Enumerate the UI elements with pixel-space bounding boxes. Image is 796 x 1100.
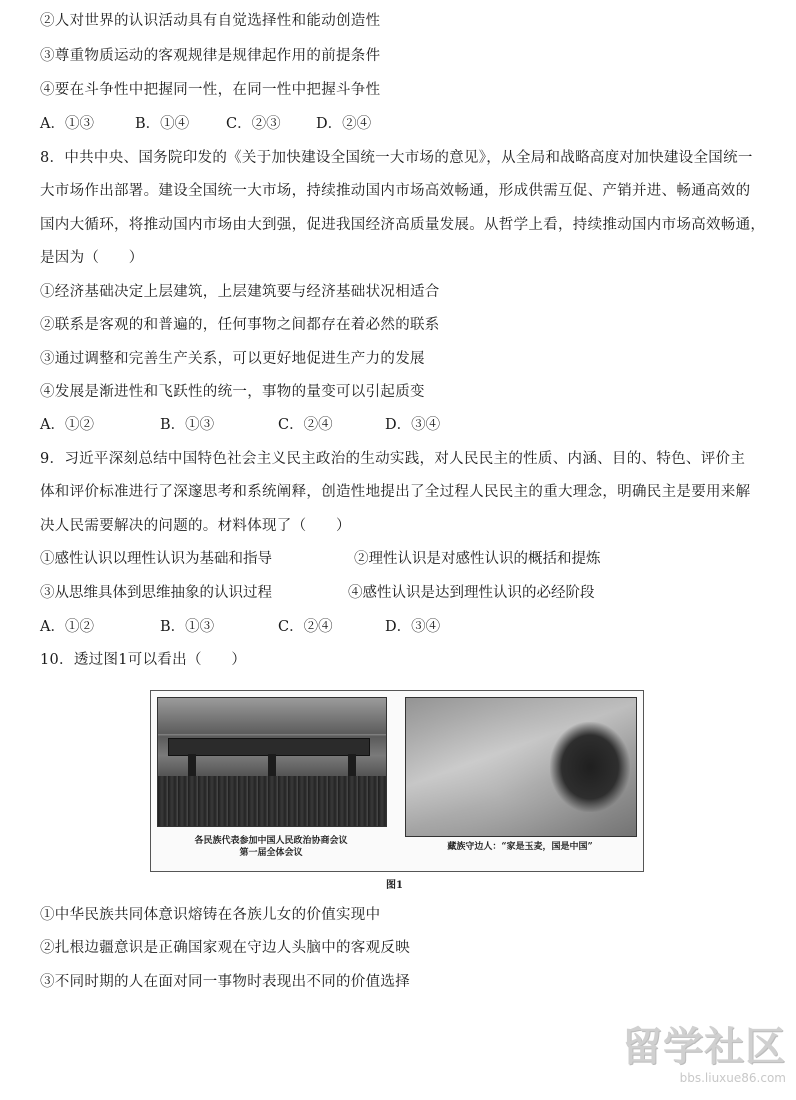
q8-stem-line-3: 国内大循环，将推动国内市场由大到强，促进我国经济高质量发展。从哲学上看，持续推动国内市场高效畅通， bbox=[40, 217, 766, 233]
q9-statement-2: ②理性认识是对感性认识的概括和提炼 bbox=[354, 551, 601, 567]
caption-left bbox=[157, 835, 385, 859]
figure-1 bbox=[150, 690, 644, 872]
q8-statement-1: ①经济基础决定上层建筑，上层建筑要与经济基础状况相适合 bbox=[40, 284, 440, 300]
q10-statement-1: ①中华民族共同体意识熔铸在各族儿女的价值实现中 bbox=[40, 907, 381, 923]
q9-stem-line-1: 9．习近平深刻总结中国特色社会主义民主政治的生动实践，对人民民主的性质、内涵、目的、特色、评价主 bbox=[40, 451, 746, 467]
q10-statement-2: ②扎根边疆意识是正确国家观在守边人头脑中的客观反映 bbox=[40, 940, 410, 956]
q8-statement-4: ④发展是渐进性和飞跃性的统一，事物的量变可以引起质变 bbox=[40, 384, 425, 400]
photo-people bbox=[550, 722, 630, 812]
q7-option-a: A．①③ bbox=[40, 116, 94, 132]
watermark-url: bbs.liuxue86.com bbox=[679, 1071, 786, 1085]
q9-stem-line-2: 体和评价标准进行了深邃思考和系统阐释，创造性地提出了全过程人民民主的重大理念，明确民主是要用来解 bbox=[40, 484, 751, 500]
q9-option-c: C．②④ bbox=[278, 619, 333, 635]
q9-option-a: A．①② bbox=[40, 619, 94, 635]
q7-statement-2: ②人对世界的认识活动具有自觉选择性和能动创造性 bbox=[40, 13, 381, 29]
photo-crowd bbox=[158, 776, 386, 826]
q8-option-d: D．③④ bbox=[385, 417, 441, 433]
site-watermark bbox=[606, 1024, 786, 1094]
q9-option-d: D．③④ bbox=[385, 619, 441, 635]
photo-cppcc-meeting bbox=[157, 697, 387, 827]
q10-stem: 10．透过图1可以看出（ ） bbox=[40, 652, 247, 668]
q9-stem-line-3: 决人民需要解决的问题的。材料体现了（ ） bbox=[40, 518, 351, 534]
caption-left-line-1: 各民族代表参加中国人民政治协商会议 bbox=[194, 836, 348, 846]
watermark-logo-text: 留学社区 bbox=[622, 1024, 786, 1070]
q8-stem-line-1: 8．中共中央、国务院印发的《关于加快建设全国统一大市场的意见》，从全局和战略高度对加快建设全国统一 bbox=[40, 150, 753, 166]
q8-option-c: C．②④ bbox=[278, 417, 333, 433]
q9-statement-1: ①感性认识以理性认识为基础和指导 bbox=[40, 551, 272, 567]
figure-label: 图1 bbox=[386, 880, 403, 891]
q7-option-b: B．①④ bbox=[135, 116, 190, 132]
caption-right: 藏族守边人：“家是玉麦，国是中国” bbox=[447, 842, 593, 852]
q8-option-b: B．①③ bbox=[160, 417, 215, 433]
q8-statement-2: ②联系是客观的和普遍的，任何事物之间都存在着必然的联系 bbox=[40, 317, 440, 333]
q7-option-c: C．②③ bbox=[226, 116, 281, 132]
caption-left-line-2: 第一届全体会议 bbox=[239, 848, 303, 858]
q10-statement-3: ③不同时期的人在面对同一事物时表现出不同的价值选择 bbox=[40, 974, 410, 990]
q9-statement-4: ④感性认识是达到理性认识的必经阶段 bbox=[348, 585, 595, 601]
q9-statements-row-2 bbox=[40, 583, 760, 603]
q9-statement-3: ③从思维具体到思维抽象的认识过程 bbox=[40, 585, 272, 601]
photo-roof bbox=[158, 698, 386, 734]
q7-option-d: D．②④ bbox=[316, 116, 372, 132]
q8-statement-3: ③通过调整和完善生产关系，可以更好地促进生产力的发展 bbox=[40, 351, 425, 367]
photo-border-guardians bbox=[405, 697, 637, 837]
q9-statements-row-1 bbox=[40, 549, 760, 569]
q8-stem-line-4: 是因为（ ） bbox=[40, 250, 144, 266]
q8-option-a: A．①② bbox=[40, 417, 94, 433]
q7-statement-4: ④要在斗争性中把握同一性，在同一性中把握斗争性 bbox=[40, 82, 381, 98]
q9-option-b: B．①③ bbox=[160, 619, 215, 635]
q8-stem-line-2: 大市场作出部署。建设全国统一大市场，持续推动国内市场高效畅通，形成供需互促、产销并进、畅通高效的 bbox=[40, 183, 751, 199]
q7-statement-3: ③尊重物质运动的客观规律是规律起作用的前提条件 bbox=[40, 48, 381, 64]
